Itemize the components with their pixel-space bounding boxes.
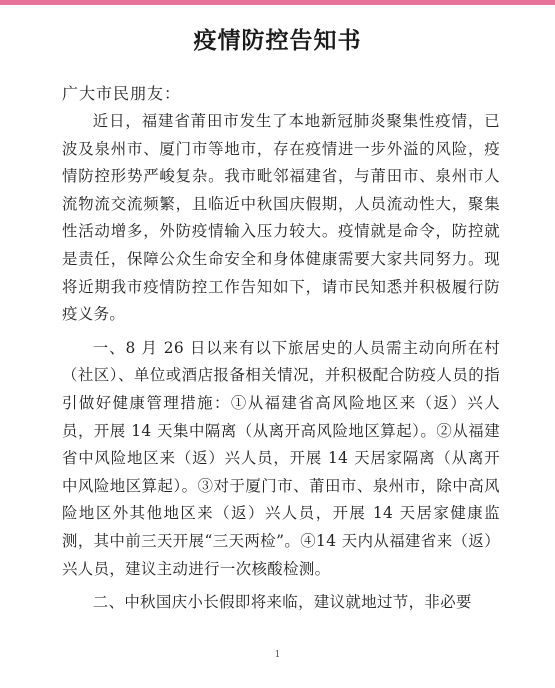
paragraph-item-one: 一、8 月 26 日以来有以下旅居史的人员需主动向所在村（社区）、单位或酒店报备相关情况，并积极配合防疫人员的指引做好健康管理措施：①从福建省高风险地区来（返）兴人员，开展 14 天集中隔离（从离开高风险地区算起）。②从福建省中风险地区来（返）兴人员，开展 14 天居家隔离（从离开中风险地区算起）。③对于厦门市、莆田市、泉州市，除中高风险地区外其他地区来（返）兴人员，开展 14 天居家健康监测，其中前三天开展“三天两检”。④14 天内从福建省来（返）兴人员，建议主动进行一次核酸检测。 [62,338,500,578]
salutation: 广大市民朋友： [62,84,182,103]
document-title: 疫情防控告知书 [193,27,362,54]
paragraph-intro: 近日，福建省莆田市发生了本地新冠肺炎聚集性疫情，已波及泉州市、厦门市等地市，存在疫情进一步外溢的风险，疫情防控形势严峻复杂。我市毗邻福建省，与莆田市、泉州市人流物流交流频繁，且临近中秋国庆假期，人员流动性大，聚集性活动增多，外防疫情输入压力较大。疫情就是命令，防控就是责任，保障公众生命安全和身体健康需要大家共同努力。现将近期我市疫情防控工作告知如下，请市民知悉并积极履行防疫义务。 [62,112,500,324]
paragraph-item-two: 二、中秋国庆小长假即将来临，建议就地过节，非必要 [92,593,472,612]
page-number: 1 [274,650,281,660]
document-page [0,5,555,688]
document-body [62,108,500,623]
